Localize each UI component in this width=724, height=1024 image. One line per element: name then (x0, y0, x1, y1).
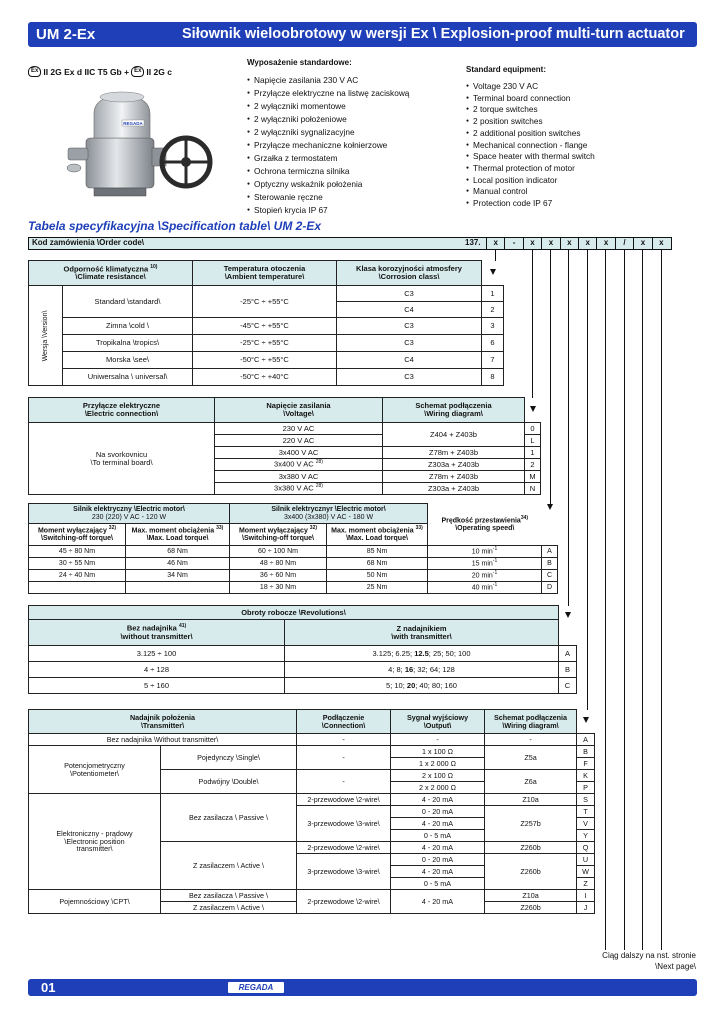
code-cell: K (577, 770, 595, 782)
revolutions-table (28, 605, 577, 694)
footnote-ref: 10) (150, 263, 158, 270)
climate-table (28, 260, 504, 386)
temperature-cell: -25°C ÷ +55°C (193, 286, 337, 318)
footnote-ref: 28) (315, 483, 323, 490)
revolutions-cell: 4 ÷ 128 (29, 662, 285, 678)
connection-cell: 2-przewodowe \2-wire\ (297, 794, 391, 806)
output-cell: 4 - 20 mA (391, 842, 485, 854)
revolutions-with-cell: 3.125; 6.25; 12.5; 25; 50; 100 (285, 646, 559, 662)
corrosion-cell: C4 (337, 302, 482, 318)
equipment-en-item: ● 2 additional position switches (466, 128, 595, 140)
torque-cell: 45 ÷ 80 Nm (29, 546, 126, 558)
footnote-ref: 32) (309, 525, 318, 532)
wiring-cell: Z257b (485, 806, 577, 842)
wiring-cell: Z78m + Z403b (383, 471, 525, 483)
motor-2-spec: 3x400 (3x380) V AC - 180 W (283, 513, 374, 521)
equipment-en-item: ● 2 torque switches (466, 104, 595, 116)
output-cell: 4 - 20 mA (391, 818, 485, 830)
load-cell: 25 Nm (327, 582, 428, 594)
page-footer (28, 979, 697, 996)
code-cell: 1 (482, 286, 504, 302)
voltage-cell: 3x400 V AC (215, 447, 383, 459)
torque-cell: 30 ÷ 55 Nm (29, 558, 126, 570)
order-code-cell: x (652, 237, 670, 250)
wiring-header-en: \Wiring diagram\ (502, 720, 559, 730)
arrow-down-icon (547, 504, 553, 510)
output-cell: 4 - 20 mA (391, 866, 485, 878)
transmitter-type-cell: Z zasilaczem \ Active \ (161, 902, 297, 914)
load-cell (126, 582, 230, 594)
code-cell: F (577, 758, 595, 770)
wiring-cell: Z10a (485, 794, 577, 806)
output-cell: 0 - 5 mA (391, 830, 485, 842)
ex-marking-right: II 2G c (146, 66, 172, 77)
code-cell: 1 (525, 447, 541, 459)
temperature-cell: -50°C ÷ +55°C (193, 352, 337, 369)
equipment-pl-item: ● Optyczny wskaźnik położenia (247, 178, 409, 191)
corrosion-header: Klasa korozyjności atmosfery (356, 264, 462, 274)
connection-header-en: \Connection\ (321, 720, 366, 730)
ex-symbol-icon: Ex (131, 66, 144, 77)
continued-note (602, 950, 696, 972)
order-code-cell: x (541, 237, 559, 250)
wiring-cell: Z260b (485, 854, 577, 890)
wiring-header: Schemat podłączenia (415, 401, 492, 411)
code-cell: L (525, 435, 541, 447)
without-transmitter-header-en: \without transmitter\ (120, 631, 193, 641)
transmitter-header-en: \Transmitter\ (140, 720, 185, 730)
transmitter-header: Nadajnik położenia (129, 712, 196, 722)
product-code: UM 2-Ex (36, 26, 96, 43)
torque-cell: 24 ÷ 40 Nm (29, 570, 126, 582)
code-cell: U (577, 854, 595, 866)
transmitter-type-cell: Podwójny \Double\ (161, 770, 297, 794)
equipment-pl-item: ● 2 wyłączniki sygnalizacyjne (247, 126, 409, 139)
motor-2-header: Silnik elektrycznyr \Electric motor\ (271, 506, 386, 514)
code-cell: 2 (482, 302, 504, 318)
equipment-en-item: ● 2 position switches (466, 116, 595, 128)
torque-cell: 36 ÷ 60 Nm (230, 570, 327, 582)
output-cell: - (391, 734, 485, 746)
code-cell: 8 (482, 369, 504, 386)
order-code-cell: x (560, 237, 578, 250)
connection-cell: 3-przewodowe \3-wire\ (297, 806, 391, 842)
ex-marking-left: II 2G Ex d IIC T5 Gb + (43, 66, 130, 77)
wiring-header-en: \Wiring diagram\ (424, 409, 483, 418)
footnote-ref: 34) (520, 515, 529, 522)
equipment-en-item: ● Thermal protection of motor (466, 163, 595, 175)
connection-header: Podłączenie (322, 712, 365, 722)
speed-cell: 15 min (471, 560, 493, 568)
unit-sup: -1 (492, 546, 498, 553)
code-cell: 3 (482, 318, 504, 335)
footnote-ref: 41) (178, 623, 187, 630)
code-cell: 2 (525, 459, 541, 471)
climate-header: Odporność klimatyczna (63, 264, 149, 274)
with-transmitter-header: Z nadajnikiem (396, 623, 447, 633)
page-header (28, 22, 697, 47)
equipment-en-title: Standard equipment: (466, 65, 547, 74)
revolutions-cell: 5 ÷ 160 (29, 678, 285, 694)
speed-header-en: \Operating speed\ (455, 524, 515, 532)
ex-symbol-icon: Ex (28, 66, 41, 77)
actuator-photo (64, 80, 216, 200)
load-torque-header-en: \Max. Load torque\ (346, 535, 408, 543)
order-code-cell: x (596, 237, 614, 250)
wiring-header: Schemat podłączenia (493, 712, 568, 722)
speed-cell: 20 min (471, 572, 493, 580)
revolutions-cell: 3.125 ÷ 100 (29, 646, 285, 662)
switching-torque-header: Moment wyłączający (238, 527, 308, 535)
load-cell: 50 Nm (327, 570, 428, 582)
order-code-cell: x (523, 237, 541, 250)
torque-cell: 18 ÷ 30 Nm (230, 582, 327, 594)
arrow-down-icon (565, 612, 571, 618)
code-cell: V (577, 818, 595, 830)
torque-cell (29, 582, 126, 594)
footnote-ref: 28) (315, 459, 323, 466)
output-cell: 1 x 100 Ω (391, 746, 485, 758)
footer-logo: REGADA (228, 982, 284, 993)
corrosion-cell: C4 (337, 352, 482, 369)
transmitter-cell-en: transmitter\ (76, 844, 113, 854)
code-cell: P (577, 782, 595, 794)
output-cell: 4 - 20 mA (391, 794, 485, 806)
code-cell: 7 (482, 352, 504, 369)
speed-header: Prędkość przestawienia (441, 517, 521, 525)
motor-1-header: Silnik elektryczny \Electric motor\ (73, 506, 185, 514)
switching-torque-header-en: \Switching-off torque\ (242, 535, 314, 543)
code-cell: Z (577, 878, 595, 890)
voltage-cell: 230 V AC (215, 423, 383, 435)
code-cell: D (542, 582, 558, 594)
wiring-cell: Z6a (485, 770, 577, 794)
transmitter-table (28, 709, 595, 914)
output-cell: 2 x 2 000 Ω (391, 782, 485, 794)
corrosion-cell: C3 (337, 335, 482, 352)
climate-cell: Uniwersalna \ universal\ (63, 369, 193, 386)
transmitter-type-cell: Bez zasilacza \ Passive \ (161, 890, 297, 902)
unit-sup: -1 (492, 558, 498, 565)
revolutions-header: Obroty robocze \Revolutions\ (29, 606, 559, 620)
connection-cell-en: \To terminal board\ (90, 457, 153, 467)
torque-cell: 60 ÷ 100 Nm (230, 546, 327, 558)
voltage-cell: 3x400 V AC (274, 459, 314, 469)
equipment-pl-title: Wyposażenie standardowe: (247, 58, 352, 67)
equipment-en-item: ● Protection code IP 67 (466, 198, 595, 210)
version-label: Wersja \Version\ (42, 310, 49, 361)
without-transmitter-header: Bez nadajnika (126, 623, 177, 633)
continued-note-pl: Ciąg dalszy na nst. stronie (602, 951, 696, 960)
output-cell: 4 - 20 mA (391, 890, 485, 914)
load-torque-header-en: \Max. Load torque\ (146, 535, 209, 543)
connection-cell: - (297, 734, 391, 746)
wiring-cell: - (485, 734, 577, 746)
wiring-cell: Z260b (485, 902, 577, 914)
corrosion-cell: C3 (337, 369, 482, 386)
transmitter-cell-en: \Electronic position (64, 836, 125, 846)
output-cell: 1 x 2 000 Ω (391, 758, 485, 770)
equipment-pl-item: ● 2 wyłączniki momentowe (247, 100, 409, 113)
voltage-cell: 220 V AC (215, 435, 383, 447)
connection-cell: 3-przewodowe \3-wire\ (297, 854, 391, 890)
output-cell: 0 - 20 mA (391, 806, 485, 818)
equipment-pl-item: ● Przyłącze mechaniczne kołnierzowe (247, 139, 409, 152)
order-code-cell: x (486, 237, 504, 250)
voltage-header: Napięcie zasilania (266, 401, 331, 411)
transmitter-cell: Pojemnościowy \CPT\ (29, 890, 161, 914)
wiring-cell: Z303a + Z403b (383, 459, 525, 471)
transmitter-type-cell: Z zasilaczem \ Active \ (161, 842, 297, 890)
footnote-ref: 32) (108, 525, 117, 532)
standard-equipment-en (466, 65, 595, 210)
corrosion-header-en: \Corrosion class\ (378, 272, 440, 281)
voltage-cell: 3x380 V AC (274, 483, 314, 493)
connector-line (642, 250, 643, 950)
equipment-en-item: ● Terminal board connection (466, 93, 595, 105)
load-cell: 68 Nm (126, 546, 230, 558)
corrosion-cell: C3 (337, 286, 482, 302)
temperature-cell: -50°C ÷ +40°C (193, 369, 337, 386)
torque-cell: 48 ÷ 80 Nm (230, 558, 327, 570)
load-torque-header: Max. moment obciążenia (131, 527, 215, 535)
revolutions-with-cell: 5; 10; 20; 40; 80; 160 (285, 678, 559, 694)
order-code-label: Kod zamówienia \Order code\ (32, 238, 145, 247)
connection-cell: - (297, 746, 391, 770)
with-transmitter-header-en: \with transmitter\ (391, 631, 452, 641)
code-cell: S (577, 794, 595, 806)
transmitter-cell: Elektroniczny - prądowy (56, 829, 133, 839)
equipment-pl-item: ● Grzałka z termostatem (247, 152, 409, 165)
arrow-down-icon (530, 406, 536, 412)
connection-cell: Na svorkovnicu (95, 449, 148, 459)
transmitter-cell-en: \Potentiometer\ (70, 768, 119, 778)
code-cell: 6 (482, 335, 504, 352)
switching-torque-header-en: \Switching-off torque\ (41, 535, 113, 543)
order-code-cell: / (615, 237, 633, 250)
motor-table (28, 503, 558, 594)
page-title: Siłownik wieloobrotowy w wersji Ex \ Explosion-proof multi-turn actuator (182, 26, 685, 42)
speed-cell: 40 min (471, 584, 493, 592)
load-cell: 46 Nm (126, 558, 230, 570)
wiring-cell: Z10a (485, 890, 577, 902)
output-cell: 0 - 5 mA (391, 878, 485, 890)
order-code-cell: - (504, 237, 522, 250)
wiring-cell: Z5a (485, 746, 577, 770)
revolutions-with-cell: 4; 8; 16; 32; 64; 128 (285, 662, 559, 678)
load-cell: 85 Nm (327, 546, 428, 558)
transmitter-type-cell: Bez zasilacza \ Passive \ (161, 794, 297, 842)
connection-cell: 2-przewodowe \2-wire\ (297, 890, 391, 914)
climate-cell: Zimna \cold \ (63, 318, 193, 335)
temperature-header: Temperatura otoczenia (223, 264, 306, 274)
wiring-cell: Z303a + Z403b (383, 483, 525, 495)
equipment-pl-item: ● Sterowanie ręczne (247, 191, 409, 204)
footnote-ref: 33) (415, 525, 423, 532)
code-cell: B (559, 662, 577, 678)
corrosion-cell: C3 (337, 318, 482, 335)
voltage-header-en: \Voltage\ (283, 409, 314, 418)
switching-torque-header: Moment wyłączający (37, 527, 107, 535)
equipment-pl-item: ● Stopień krycia IP 67 (247, 204, 409, 217)
equipment-pl-item: ● 2 wyłączniki położeniowe (247, 113, 409, 126)
unit-sup: -1 (492, 570, 498, 577)
connector-line (605, 250, 606, 950)
electric-connection-table (28, 397, 541, 495)
output-header: Sygnał wyjściowy (406, 712, 469, 722)
code-cell: B (577, 746, 595, 758)
code-cell: B (542, 558, 558, 570)
climate-cell: Morska \see\ (63, 352, 193, 369)
temperature-cell: -25°C ÷ +55°C (193, 335, 337, 352)
arrow-down-icon (583, 717, 589, 723)
page-number: 01 (41, 980, 56, 995)
connector-line (568, 250, 569, 606)
connection-header: Przyłącze elektryczne (82, 401, 161, 411)
output-cell: 0 - 20 mA (391, 854, 485, 866)
footnote-ref: 33) (216, 525, 224, 532)
order-code-cell: x (578, 237, 596, 250)
equipment-en-item: ● Manual control (466, 186, 595, 198)
connector-line (587, 250, 588, 710)
equipment-pl-item: ● Ochrona termiczna silnika (247, 165, 409, 178)
code-cell: 0 (525, 423, 541, 435)
equipment-en-item: ● Space heater with thermal switch (466, 151, 595, 163)
unit-sup: -1 (492, 582, 498, 589)
order-code-cells (486, 237, 670, 250)
code-cell: C (559, 678, 577, 694)
code-cell: Y (577, 830, 595, 842)
wiring-cell: Z404 + Z403b (383, 423, 525, 447)
ex-marking (28, 66, 172, 77)
code-cell: Q (577, 842, 595, 854)
connector-line (550, 250, 551, 504)
code-cell: J (577, 902, 595, 914)
climate-header-en: \Climate resistance\ (75, 272, 146, 282)
code-cell: A (577, 734, 595, 746)
transmitter-type-cell: Pojedynczy \Single\ (161, 746, 297, 770)
load-cell: 68 Nm (327, 558, 428, 570)
speed-cell: 10 min (471, 548, 493, 556)
wiring-cell: Z78m + Z403b (383, 447, 525, 459)
voltage-cell: 3x380 V AC (215, 471, 383, 483)
code-cell: A (559, 646, 577, 662)
code-cell: A (542, 546, 558, 558)
connector-line (661, 250, 662, 950)
wiring-cell: Z260b (485, 842, 577, 854)
connection-header-en: \Electric connection\ (84, 409, 159, 418)
connection-cell: - (297, 770, 391, 794)
load-cell: 34 Nm (126, 570, 230, 582)
code-cell: M (525, 471, 541, 483)
equipment-pl-item: ● Napięcie zasilania 230 V AC (247, 74, 409, 87)
order-code-prefix: 137. (465, 238, 481, 247)
code-cell: T (577, 806, 595, 818)
output-cell: 2 x 100 Ω (391, 770, 485, 782)
motor-1-spec: 230 (220) V AC - 120 W (91, 513, 167, 521)
temperature-header-en: \Ambient temperature\ (224, 272, 305, 281)
product-logo: REGADA (123, 121, 143, 126)
transmitter-cell: Potencjometryczny (64, 760, 125, 770)
code-cell: W (577, 866, 595, 878)
equipment-en-item: ● Local position indicator (466, 175, 595, 187)
output-header-en: \Output\ (423, 720, 452, 730)
temperature-cell: -45°C ÷ +55°C (193, 318, 337, 335)
connector-line (532, 250, 533, 398)
transmitter-cell: Bez nadajnika \Without transmitter\ (29, 734, 297, 746)
connection-cell: 2-przewodowe \2-wire\ (297, 842, 391, 854)
equipment-en-item: ● Mechanical connection - flange (466, 140, 595, 152)
code-cell: C (542, 570, 558, 582)
code-cell: I (577, 890, 595, 902)
continued-note-en: \Next page\ (655, 962, 696, 971)
standard-equipment-pl (247, 58, 409, 217)
code-cell: N (525, 483, 541, 495)
connector-line (624, 250, 625, 950)
equipment-en-item: ● Voltage 230 V AC (466, 81, 595, 93)
climate-cell: Tropikalna \tropics\ (63, 335, 193, 352)
load-torque-header: Max. moment obciążenia (331, 527, 414, 535)
specification-title: Tabela specyfikacyjna \Specification table\ UM 2-Ex (28, 219, 321, 233)
order-code-cell: x (633, 237, 651, 250)
arrow-down-icon (490, 269, 496, 275)
climate-cell: Standard \standard\ (63, 286, 193, 318)
equipment-pl-item: ● Przyłącze elektryczne na listwę zaciskową (247, 87, 409, 100)
